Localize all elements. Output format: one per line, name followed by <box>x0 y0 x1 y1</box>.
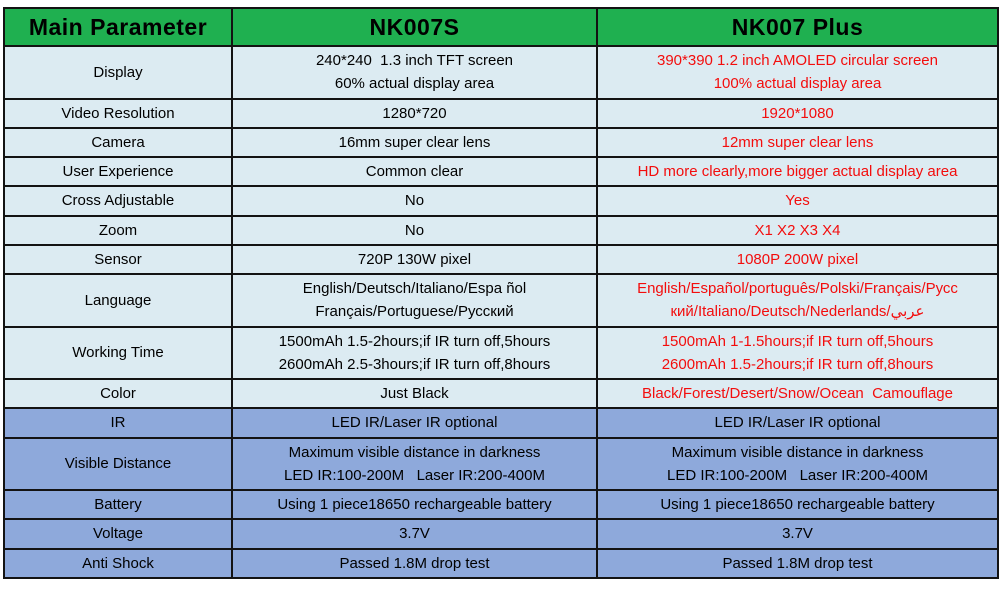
value-line: 1500mAh 1.5-2hours;if IR turn off,5hours <box>278 332 551 350</box>
parameter-cell: Sensor <box>4 245 232 274</box>
nk007s-value-cell <box>232 549 597 578</box>
header-nk007s: NK007S <box>232 8 597 46</box>
value-line: 1920*1080 <box>761 104 834 122</box>
table-row <box>4 408 998 437</box>
table-row <box>4 186 998 215</box>
nk007s-value-cell <box>232 490 597 519</box>
header-row <box>4 8 998 46</box>
value-line: 12mm super clear lens <box>721 133 874 151</box>
value-line: No <box>404 221 425 239</box>
nk007s-value-cell <box>232 99 597 128</box>
table-row <box>4 157 998 186</box>
value-line: Passed 1.8M drop test <box>339 554 490 572</box>
value-line: 1080P 200W pixel <box>736 250 859 268</box>
comparison-table <box>3 7 999 579</box>
value-line: LED IR:100-200M Laser IR:200-400M <box>284 466 545 484</box>
value-line: Black/Forest/Desert/Snow/Ocean Camouflage <box>642 385 953 402</box>
parameter-cell: IR <box>4 408 232 437</box>
value-line: 240*240 1.3 inch TFT screen <box>315 52 514 69</box>
table-row <box>4 128 998 157</box>
value-line: 720P 130W pixel <box>357 250 472 268</box>
value-line: 16mm super clear lens <box>338 133 491 151</box>
parameter-cell: Video Resolution <box>4 99 232 128</box>
nk007s-value-cell <box>232 519 597 548</box>
nk007s-value-cell <box>232 157 597 186</box>
nk007plus-value-cell <box>597 157 998 186</box>
table-row <box>4 99 998 128</box>
nk007plus-value-cell <box>597 274 998 327</box>
parameter-cell: Color <box>4 379 232 408</box>
header-main-parameter: Main Parameter <box>4 8 232 46</box>
table-row <box>4 274 998 327</box>
value-line: LED IR:100-200M Laser IR:200-400M <box>667 466 928 484</box>
value-line: LED IR/Laser IR optional <box>331 414 498 432</box>
parameter-cell: Zoom <box>4 216 232 245</box>
value-line: X1 X2 X3 X4 <box>754 221 841 239</box>
value-line: Common clear <box>365 163 464 180</box>
nk007plus-value-cell <box>597 245 998 274</box>
nk007plus-value-cell <box>597 186 998 215</box>
parameter-cell: Visible Distance <box>4 438 232 491</box>
nk007plus-value-cell <box>597 408 998 437</box>
table-header <box>4 8 998 46</box>
parameter-cell: Display <box>4 46 232 99</box>
parameter-cell: Language <box>4 274 232 327</box>
nk007s-value-cell <box>232 438 597 491</box>
value-line: Passed 1.8M drop test <box>722 554 873 572</box>
table-row <box>4 519 998 548</box>
nk007s-value-cell <box>232 186 597 215</box>
nk007s-value-cell <box>232 408 597 437</box>
nk007s-value-cell <box>232 245 597 274</box>
value-line: 100% actual display area <box>713 75 882 93</box>
table-row <box>4 46 998 99</box>
value-line: 60% actual display area <box>334 75 495 93</box>
value-line: LED IR/Laser IR optional <box>714 414 881 432</box>
parameter-cell: Working Time <box>4 327 232 380</box>
table-row <box>4 379 998 408</box>
nk007plus-value-cell <box>597 438 998 491</box>
nk007plus-value-cell <box>597 327 998 380</box>
nk007s-value-cell <box>232 327 597 380</box>
table-body <box>4 46 998 578</box>
nk007plus-value-cell <box>597 46 998 99</box>
table-row <box>4 245 998 274</box>
parameter-cell: Cross Adjustable <box>4 186 232 215</box>
header-nk007-plus: NK007 Plus <box>597 8 998 46</box>
nk007s-value-cell <box>232 379 597 408</box>
nk007s-value-cell <box>232 274 597 327</box>
value-line: Using 1 piece18650 rechargeable battery <box>277 496 552 513</box>
table-row <box>4 216 998 245</box>
value-line: 3.7V <box>399 525 430 543</box>
value-line: English/Español/português/Polski/Français/Русс <box>637 280 958 297</box>
nk007plus-value-cell <box>597 549 998 578</box>
nk007plus-value-cell <box>597 216 998 245</box>
table-row <box>4 549 998 578</box>
value-line: Français/Portuguese/Русский <box>315 303 514 321</box>
value-line: 3.7V <box>782 525 813 543</box>
value-line: Maximum visible distance in darkness <box>288 443 541 461</box>
value-line: 2600mAh 2.5-3hours;if IR turn off,8hours <box>278 355 551 373</box>
table-row <box>4 438 998 491</box>
nk007plus-value-cell <box>597 379 998 408</box>
value-line: 2600mAh 1.5-2hours;if IR turn off,8hours <box>661 355 934 373</box>
value-line: 1280*720 <box>382 104 447 122</box>
nk007s-value-cell <box>232 46 597 99</box>
parameter-cell: Battery <box>4 490 232 519</box>
parameter-cell: Voltage <box>4 519 232 548</box>
nk007s-value-cell <box>232 216 597 245</box>
value-line: Yes <box>785 192 810 210</box>
parameter-cell: Anti Shock <box>4 549 232 578</box>
value-line: 1500mAh 1-1.5hours;if IR turn off,5hours <box>661 332 934 350</box>
value-line: HD more clearly,more bigger actual display area <box>637 163 958 180</box>
nk007s-value-cell <box>232 128 597 157</box>
nk007plus-value-cell <box>597 99 998 128</box>
value-line: Maximum visible distance in darkness <box>671 443 924 461</box>
table-row <box>4 327 998 380</box>
value-line: No <box>404 192 425 210</box>
value-line: English/Deutsch/Italiano/Espa ñol <box>302 280 527 297</box>
table-row <box>4 490 998 519</box>
value-line: кий/Italiano/Deutsch/Nederlands/عربي <box>670 303 925 321</box>
nk007plus-value-cell <box>597 128 998 157</box>
value-line: 390*390 1.2 inch AMOLED circular screen <box>657 52 938 69</box>
parameter-cell: User Experience <box>4 157 232 186</box>
value-line: Just Black <box>380 385 449 402</box>
nk007plus-value-cell <box>597 490 998 519</box>
parameter-cell: Camera <box>4 128 232 157</box>
nk007plus-value-cell <box>597 519 998 548</box>
value-line: Using 1 piece18650 rechargeable battery <box>660 496 935 513</box>
